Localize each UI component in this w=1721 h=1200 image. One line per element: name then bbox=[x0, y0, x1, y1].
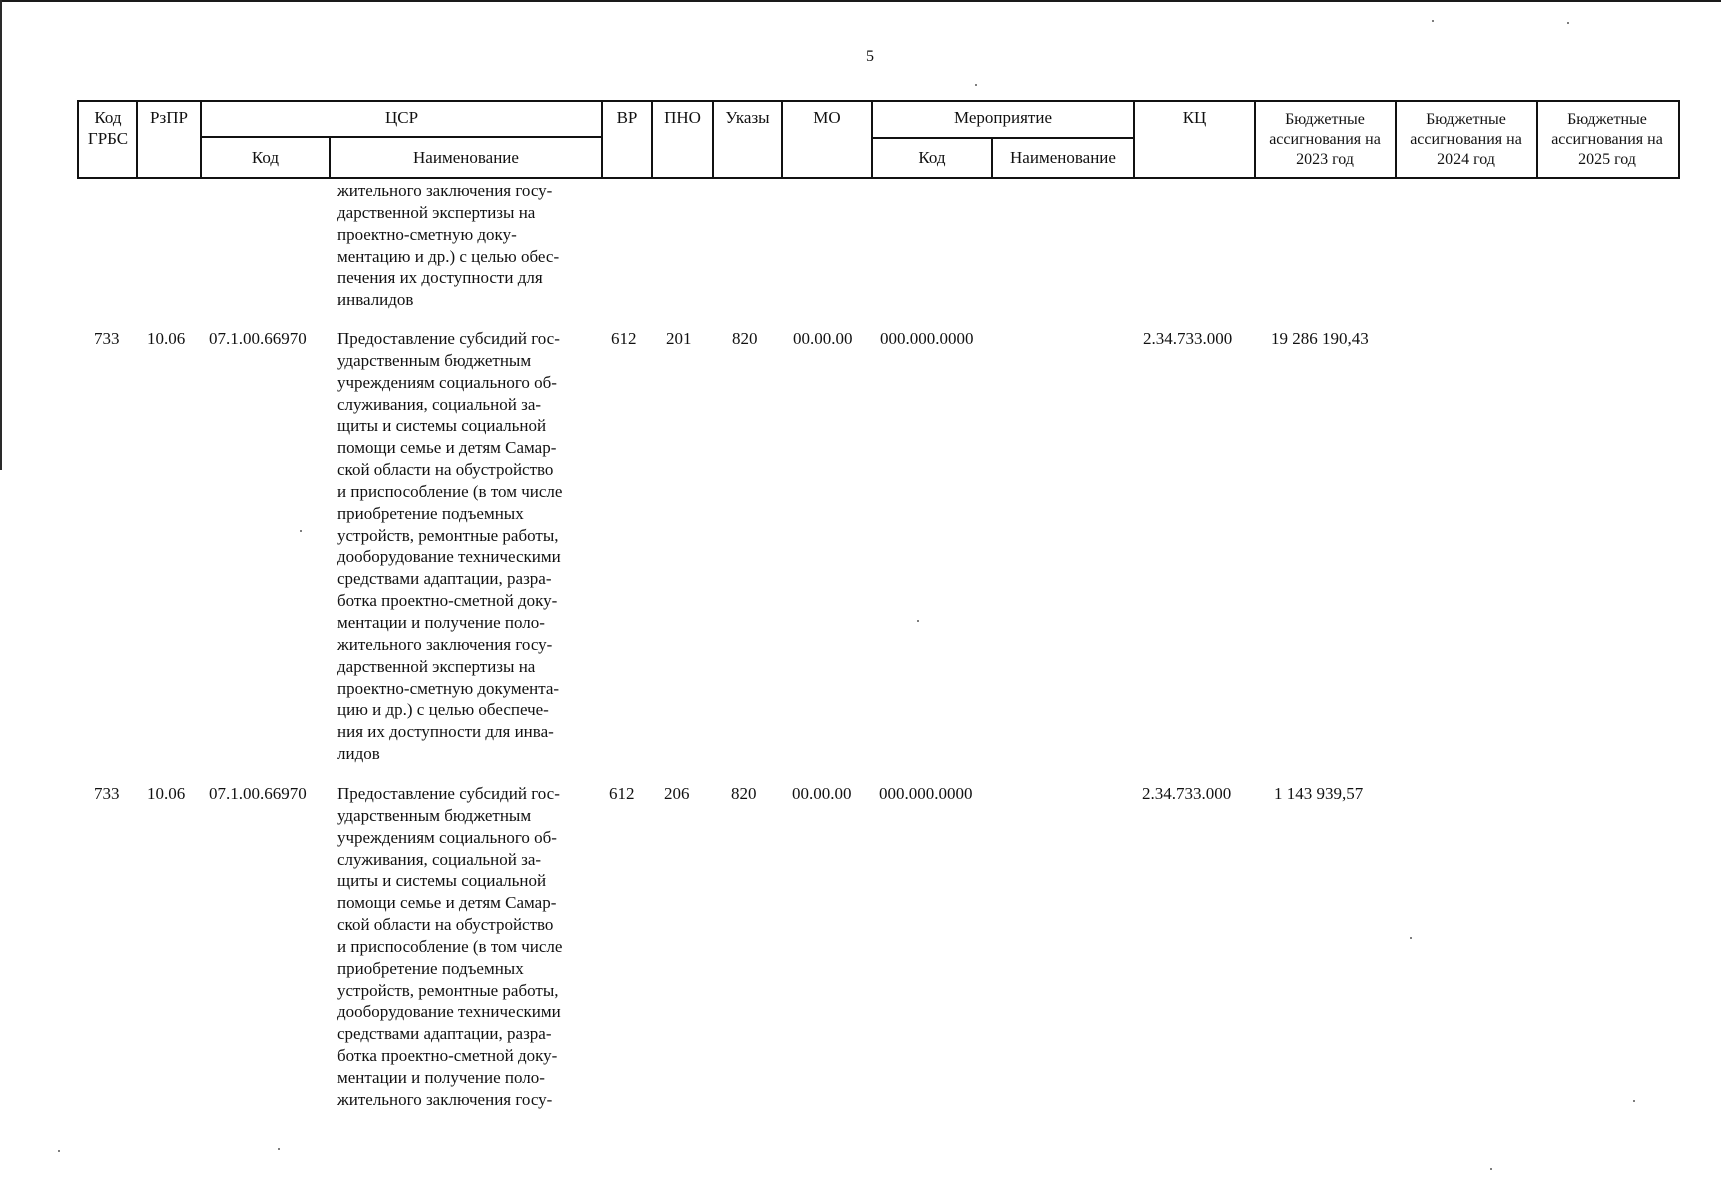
name-line: устройств, ремонтные работы, bbox=[337, 980, 559, 1000]
name-line: устройств, ремонтные работы, bbox=[337, 525, 559, 545]
cell-budget-2023: 1 143 939,57 bbox=[1274, 784, 1364, 803]
name-line: учреждениям социального об- bbox=[337, 372, 557, 392]
name-line: щиты и системы социальной bbox=[337, 871, 547, 891]
name-line: приобретение подъемных bbox=[337, 958, 524, 978]
cell-mer-kod: 000.000.0000 bbox=[879, 784, 973, 803]
name-line: дарственной экспертизы на bbox=[337, 656, 536, 676]
cell-csr-kod: 07.1.00.66970 bbox=[209, 784, 307, 803]
col-border bbox=[1395, 100, 1397, 179]
col-border bbox=[77, 100, 79, 179]
name-line: жительного заключения госу- bbox=[337, 1089, 553, 1109]
header-budget-2025: Бюджетные ассигнования на 2025 год bbox=[1551, 111, 1663, 168]
col-border bbox=[1678, 100, 1680, 179]
scan-speck bbox=[1567, 22, 1569, 24]
header-budget-2024: Бюджетные ассигнования на 2024 год bbox=[1410, 111, 1522, 168]
name-line: помощи семье и детям Самар- bbox=[337, 438, 557, 458]
header-kod-grbs: Код ГРБС bbox=[87, 108, 129, 148]
name-line: ской области на обустройство bbox=[337, 915, 554, 935]
name-line: печения их доступности для bbox=[337, 268, 543, 288]
scan-speck bbox=[975, 84, 977, 86]
scan-edge-top bbox=[0, 0, 1721, 2]
name-line: дооборудование техническими bbox=[337, 547, 561, 567]
header-ukazy: Указы bbox=[725, 108, 770, 127]
cell-ukazy: 820 bbox=[732, 329, 758, 348]
name-line: жительного заключения госу- bbox=[337, 634, 553, 654]
name-line: помощи семье и детям Самар- bbox=[337, 893, 557, 913]
col-border bbox=[1536, 100, 1538, 179]
name-line: ментации и получение поло- bbox=[337, 612, 545, 632]
name-line: жительного заключения госу- bbox=[337, 181, 553, 200]
cell-vr: 612 bbox=[609, 784, 635, 803]
cell-ukazy: 820 bbox=[731, 784, 757, 803]
scan-speck bbox=[1432, 20, 1434, 22]
name-line: ния их доступности для инва- bbox=[337, 722, 554, 742]
cell-csr-name bbox=[337, 328, 597, 765]
meropriyatie-sub-divider bbox=[872, 137, 1134, 139]
cell-rzpr: 10.06 bbox=[147, 329, 186, 348]
header-csr: ЦСР bbox=[384, 108, 419, 127]
header-mer-kod: Код bbox=[918, 148, 946, 167]
page-number: 5 bbox=[866, 48, 874, 65]
name-line: служивания, социальной за- bbox=[337, 849, 542, 869]
continuation-name-cell bbox=[337, 180, 597, 311]
scan-speck bbox=[1490, 1168, 1492, 1170]
name-line: Предоставление субсидий гос- bbox=[337, 784, 560, 803]
header-mer-name: Наименование bbox=[1010, 148, 1116, 167]
cell-pno: 201 bbox=[666, 329, 692, 348]
header-csr-kod: Код bbox=[251, 148, 280, 167]
name-line: ботка проектно-сметной доку- bbox=[337, 1046, 558, 1066]
header-rzpr: РзПР bbox=[150, 108, 188, 127]
scan-speck bbox=[300, 530, 302, 532]
name-line: ударственным бюджетным bbox=[337, 350, 532, 370]
header-csr-name: Наименование bbox=[413, 148, 519, 167]
cell-pno: 206 bbox=[664, 784, 690, 803]
cell-budget-2023: 19 286 190,43 bbox=[1271, 329, 1369, 348]
name-line: ботка проектно-сметной доку- bbox=[337, 591, 558, 611]
name-line: ментации и получение поло- bbox=[337, 1067, 545, 1087]
name-line: ментацию и др.) с целью обес- bbox=[337, 246, 560, 266]
scan-speck bbox=[917, 620, 919, 622]
cell-vr: 612 bbox=[611, 329, 637, 348]
csr-sub-divider bbox=[200, 136, 602, 138]
header-pno: ПНО bbox=[664, 108, 701, 127]
cell-mer-kod: 000.000.0000 bbox=[880, 329, 974, 348]
name-line: дооборудование техническими bbox=[337, 1002, 561, 1022]
header-mo: МО bbox=[813, 108, 841, 127]
name-line: лидов bbox=[337, 744, 380, 764]
header-top-border bbox=[77, 100, 1680, 102]
name-line: средствами адаптации, разра- bbox=[337, 1024, 552, 1044]
scan-speck bbox=[1633, 1100, 1635, 1102]
name-line: инвалидов bbox=[337, 290, 414, 310]
name-line: и приспособление (в том числе bbox=[337, 481, 563, 501]
name-line: проектно-сметную доку- bbox=[337, 224, 517, 244]
cell-kc: 2.34.733.000 bbox=[1142, 784, 1232, 803]
scan-speck bbox=[1410, 937, 1412, 939]
name-line: ударственным бюджетным bbox=[337, 805, 532, 825]
cell-csr-name bbox=[337, 783, 597, 1111]
cell-csr-kod: 07.1.00.66970 bbox=[209, 329, 307, 348]
header-kc: КЦ bbox=[1182, 108, 1207, 127]
cell-kc: 2.34.733.000 bbox=[1143, 329, 1233, 348]
header-bottom-border bbox=[77, 177, 1680, 179]
header-budget-2023: Бюджетные ассигнования на 2023 год bbox=[1269, 111, 1381, 168]
name-line: щиты и системы социальной bbox=[337, 416, 547, 436]
name-line: учреждениям социального об- bbox=[337, 827, 557, 847]
cell-kod-grbs: 733 bbox=[94, 784, 120, 803]
cell-kod-grbs: 733 bbox=[94, 329, 120, 348]
cell-mo: 00.00.00 bbox=[792, 784, 852, 803]
name-line: и приспособление (в том числе bbox=[337, 936, 563, 956]
name-line: Предоставление субсидий гос- bbox=[337, 329, 560, 348]
col-border bbox=[1254, 100, 1256, 179]
cell-rzpr: 10.06 bbox=[147, 784, 186, 803]
name-line: приобретение подъемных bbox=[337, 503, 524, 523]
scan-speck bbox=[58, 1150, 60, 1152]
name-line: цию и др.) с целью обеспече- bbox=[337, 700, 549, 720]
name-line: дарственной экспертизы на bbox=[337, 202, 536, 222]
scan-speck bbox=[278, 1148, 280, 1150]
header-meropriyatie: Мероприятие bbox=[953, 108, 1053, 127]
name-line: служивания, социальной за- bbox=[337, 394, 542, 414]
name-line: средствами адаптации, разра- bbox=[337, 569, 552, 589]
cell-mo: 00.00.00 bbox=[793, 329, 853, 348]
scan-edge-left bbox=[0, 0, 2, 470]
name-line: ской области на обустройство bbox=[337, 460, 554, 480]
header-vr: ВР bbox=[616, 108, 638, 127]
name-line: проектно-сметную документа- bbox=[337, 678, 560, 698]
